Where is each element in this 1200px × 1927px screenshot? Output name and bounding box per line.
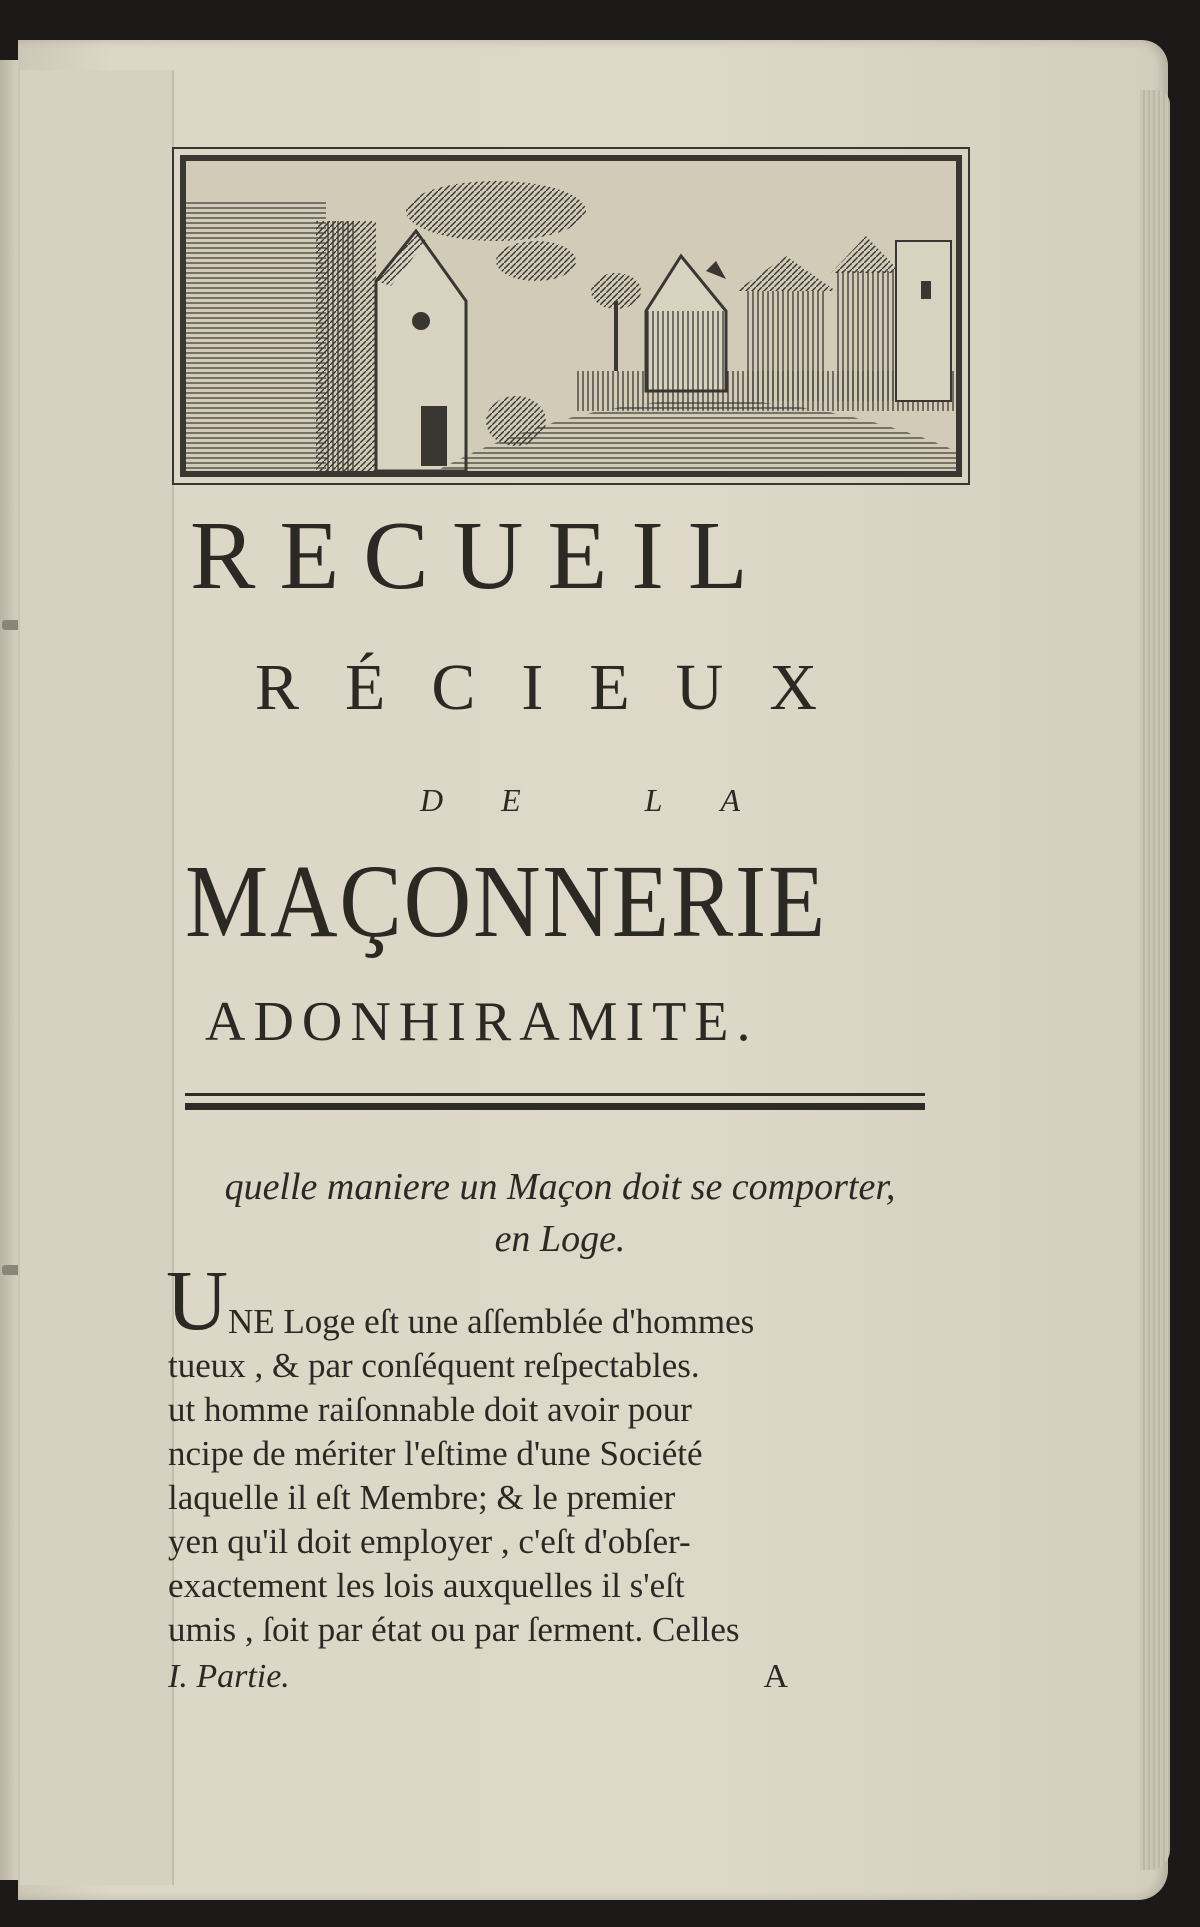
page-fore-edge: [1140, 90, 1170, 1870]
body-line: yen qu'il doit employer , c'eſt d'obſer-: [168, 1522, 691, 1561]
body-line: umis , ſoit par état ou par ſerment. Celles: [168, 1610, 740, 1649]
title-precieux: RÉCIEUX: [255, 651, 863, 724]
tipped-in-strip: [20, 70, 174, 1885]
body-line: laquelle il eſt Membre; & le premier: [168, 1478, 676, 1517]
title-adonhiramite: ADONHIRAMITE.: [205, 991, 759, 1053]
drop-cap: U: [166, 1252, 229, 1348]
body-line: NE Loge eſt une aſſemblée d'hommes: [228, 1302, 755, 1341]
body-line: ut homme raiſonnable doit avoir pour: [168, 1390, 692, 1429]
body-line: tueux , & par conſéquent reſpectables.: [168, 1346, 700, 1385]
woodcut-vignette: [180, 155, 962, 477]
page-footer: [168, 1658, 788, 1696]
body-text: [168, 1300, 925, 1652]
part-label: I. Partie.: [168, 1658, 290, 1695]
body-line: ncipe de mériter l'eſtime d'une Société: [168, 1434, 703, 1473]
divider-rule-thick: [185, 1103, 925, 1110]
divider-rule-thin: [185, 1093, 925, 1096]
title-recueil: RECUEIL: [190, 502, 772, 610]
title-maconnerie: MAÇONNERIE: [185, 844, 827, 959]
title-de-la: DE LA: [420, 782, 798, 818]
village-scene-illustration: [186, 161, 956, 471]
body-line: exactement les lois auxquelles il s'eſt: [168, 1566, 685, 1605]
chapter-heading-line1: quelle maniere un Maçon doit se comporter,: [224, 1166, 896, 1208]
facing-page-edge: [0, 60, 19, 1880]
chapter-heading-line2: en Loge.: [494, 1218, 626, 1260]
signature-mark: A: [763, 1658, 788, 1695]
